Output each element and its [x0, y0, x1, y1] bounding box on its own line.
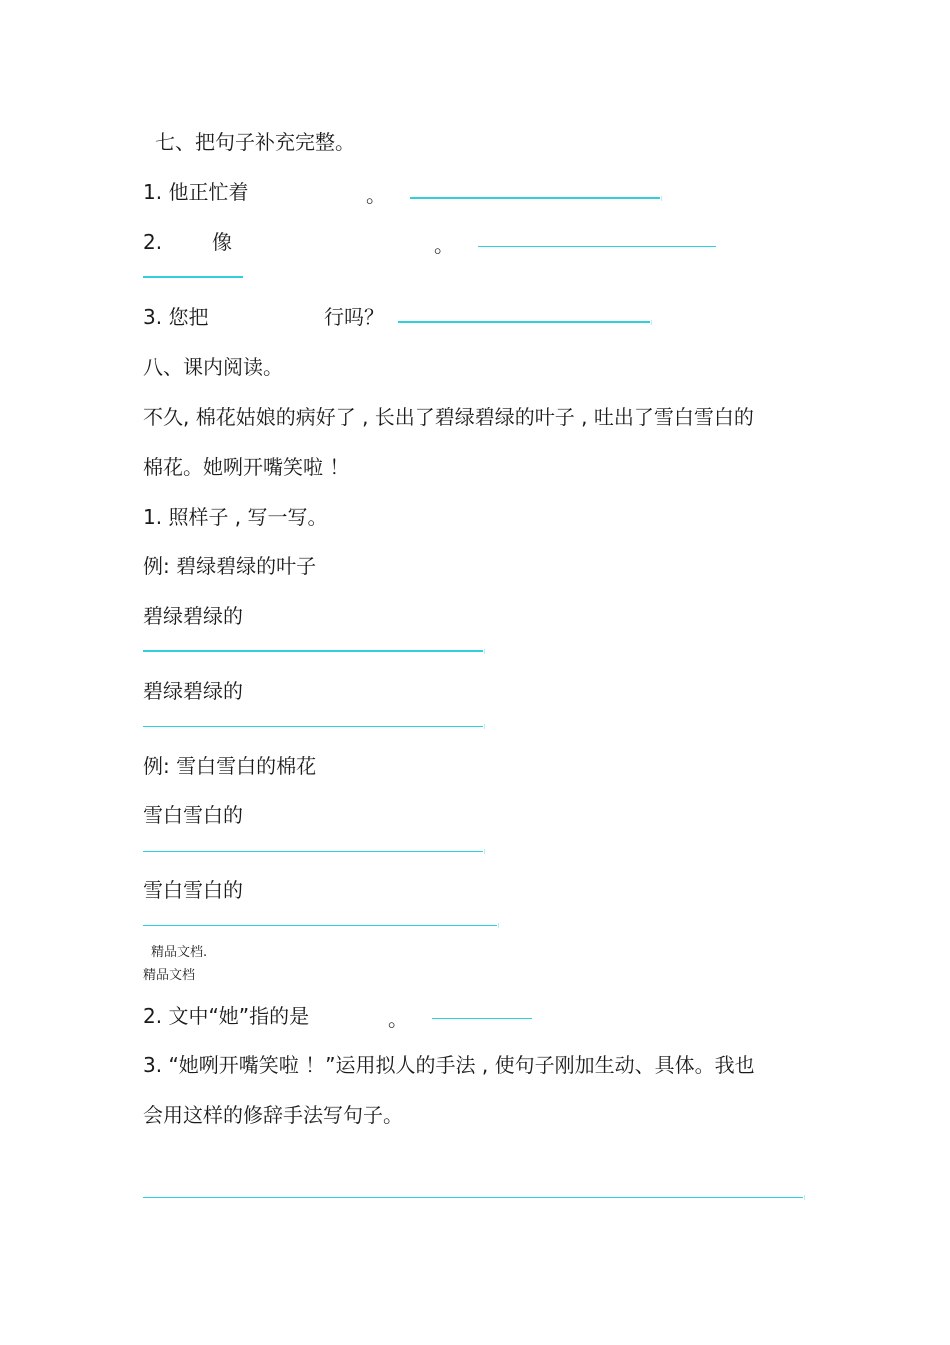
fill-1b-line[interactable]	[143, 726, 483, 727]
q8-3-line-1: 3. “她咧开嘴笑啦 ！”运用拟人的手法 , 使句子刚加生动、具体。我也	[143, 1053, 755, 1077]
q7-1-prefix: 1. 他正忙着	[143, 180, 249, 204]
q7-2-number: 2.	[143, 230, 163, 254]
q7-2-mid: 像	[212, 230, 232, 254]
passage-line-2: 棉花。她咧开嘴笑啦 ！	[143, 455, 350, 479]
fill-1b-label: 碧绿碧绿的	[143, 679, 243, 703]
q7-3-mid: 行吗？	[324, 305, 384, 329]
q7-2-answer-line-1[interactable]	[478, 246, 716, 247]
fill-2b-label: 雪白雪白的	[143, 878, 243, 902]
q7-3-answer-line[interactable]	[398, 321, 650, 323]
section8-heading: 八、课内阅读。	[143, 355, 283, 379]
q8-1-prompt: 1. 照样子 , 写一写。	[143, 505, 328, 529]
fill-2a-label: 雪白雪白的	[143, 803, 243, 827]
passage-line-1: 不久, 棉花姑娘的病好了 , 长出了碧绿碧绿的叶子 , 吐出了雪白雪白的	[143, 405, 754, 429]
fill-1a-line[interactable]	[143, 650, 483, 652]
fill-1a-label: 碧绿碧绿的	[143, 604, 243, 628]
q8-3-line-2: 会用这样的修辞手法写句子。	[143, 1103, 403, 1127]
example-2: 例: 雪白雪白的棉花	[143, 754, 317, 778]
q7-1-period: 。	[366, 183, 386, 207]
q8-2-period: 。	[388, 1007, 408, 1031]
example-1: 例: 碧绿碧绿的叶子	[143, 554, 317, 578]
q7-1-answer-line[interactable]	[410, 197, 660, 199]
q7-2-period: 。	[434, 233, 454, 257]
q7-2-answer-line-2[interactable]	[143, 276, 243, 278]
q8-2-answer-line[interactable]	[432, 1018, 532, 1019]
fill-2a-line[interactable]	[143, 851, 483, 852]
q7-3-prefix: 3. 您把	[143, 305, 209, 329]
section7-heading: 七、把句子补充完整。	[155, 130, 355, 154]
fill-2b-line[interactable]	[143, 925, 497, 926]
footer-text-1: 精品文档.	[151, 945, 208, 960]
q8-2-prefix: 2. 文中“她”指的是	[143, 1004, 310, 1028]
footer-text-2: 精品文档	[143, 968, 196, 983]
q8-3-answer-line[interactable]	[143, 1197, 803, 1198]
